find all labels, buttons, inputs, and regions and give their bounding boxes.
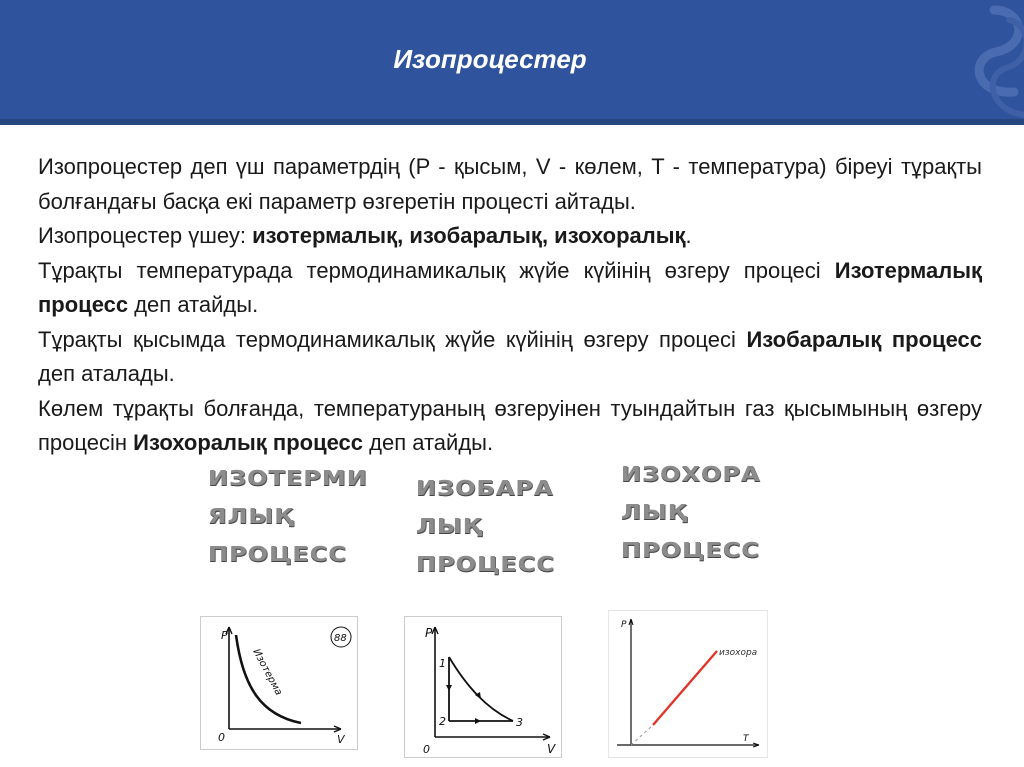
arrow-down-icon bbox=[446, 685, 452, 691]
point-1-label: 1 bbox=[439, 657, 446, 670]
header-bottom-band bbox=[0, 119, 1024, 125]
isochore-line bbox=[653, 651, 717, 725]
curve-label: Изотерма bbox=[250, 647, 284, 698]
point-2-label: 2 bbox=[439, 715, 446, 728]
paragraph-isochoric: Көлем тұрақты болғанда, температураның өзгеруінен туындайтын газ қысымының өзгеру процесін Изохоралық процесс деп атайды. bbox=[38, 395, 982, 455]
arrow-left-icon bbox=[475, 718, 481, 724]
wordart-isothermal: ИЗОТЕРМИ ЯЛЫҚ ПРОЦЕСС bbox=[208, 466, 368, 567]
body-text bbox=[38, 150, 982, 461]
figure-badge-number: 88 bbox=[334, 633, 347, 644]
paragraph-definition: Изопроцестер деп үш параметрдің (P - қысым, V - көлем, T - температура) біреуі тұрақты болғандағы басқа екі параметр өзгеретін процесті айтады. bbox=[38, 154, 982, 214]
slide-header bbox=[0, 0, 1024, 125]
origin-label: 0 bbox=[218, 731, 225, 744]
isochoric-graph bbox=[608, 610, 768, 758]
p-axis-label: P bbox=[425, 626, 433, 640]
paragraph-isothermal: Тұрақты температурада термодинамикалық жүйе күйінің өзгеру процесі Изотермалық процесс деп атайды. bbox=[38, 257, 982, 317]
origin-label: 0 bbox=[423, 743, 430, 756]
wordart-isochoric: ИЗОХОРА ЛЫҚ ПРОЦЕСС bbox=[621, 462, 761, 563]
paragraph-types: Изопроцестер үшеу: изотермалық, изобаралық, изохоралық. bbox=[38, 223, 692, 248]
point-3-label: 3 bbox=[516, 716, 523, 729]
slide-title: Изопроцестер bbox=[393, 44, 587, 74]
v-axis-label: V bbox=[547, 742, 556, 756]
extrapolation-line bbox=[631, 725, 653, 745]
p-axis-label: P bbox=[621, 620, 627, 630]
t-axis-label: T bbox=[743, 734, 749, 744]
logo-watermark-icon bbox=[934, 0, 1024, 125]
isobaric-graph bbox=[404, 616, 562, 758]
wordart-isobaric: ИЗОБАРА ЛЫҚ ПРОЦЕСС bbox=[416, 476, 555, 577]
p-axis-label: P bbox=[221, 629, 228, 642]
paragraph-isobaric: Тұрақты қысымда термодинамикалық жүйе күйінің өзгеру процесі Изобаралық процесс деп аталады. bbox=[38, 326, 982, 386]
isochore-label: изохора bbox=[719, 648, 758, 658]
isothermal-segment bbox=[449, 657, 513, 721]
isothermal-graph bbox=[200, 616, 358, 750]
v-axis-label: V bbox=[337, 733, 345, 746]
